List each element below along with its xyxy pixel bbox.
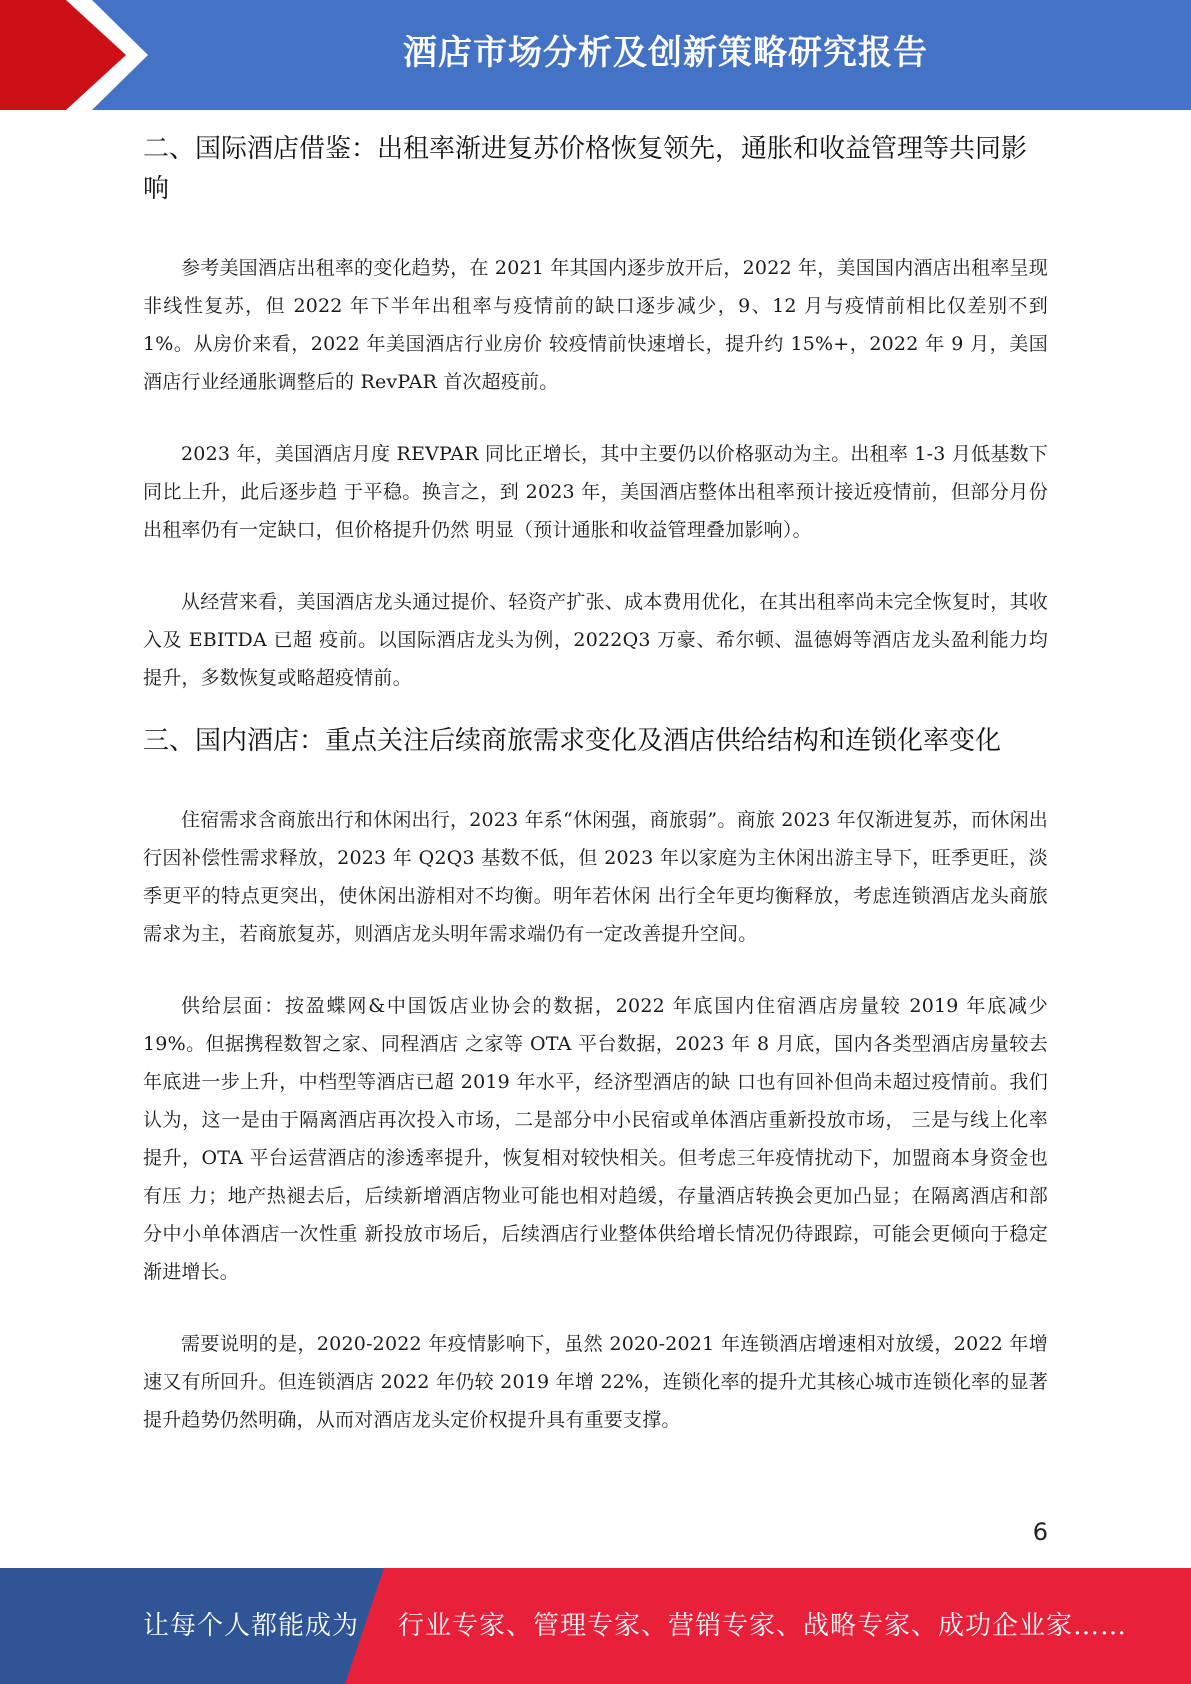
page-number: 6 — [1032, 1518, 1048, 1546]
paragraph: 参考美国酒店出租率的变化趋势，在 2021 年其国内逐步放开后，2022 年，美国国内酒店出租率呈现非线性复苏，但 2022 年下半年出租率与疫情前的缺口逐步减少，9、12 月与疫情前相比仅差别不到 1%。从房价来看，2022 年美国酒店行业房价 较疫情前快速增长，提升约 15%+，2022 年 9 月，美国酒店行业经通胀调整后的 RevPAR 首次超疫前。 — [143, 257, 1048, 393]
footer-slogan-right: 行业专家、管理专家、营销专家、战略专家、成功企业家…… — [398, 1611, 1128, 1641]
paragraph: 2023 年，美国酒店月度 REVPAR 同比正增长，其中主要仍以价格驱动为主。出租率 1-3 月低基数下同比上升，此后逐步趋 于平稳。换言之，到 2023 年，美国酒店整体出租率预计接近疫情前，但部分月份出租率仍有一定缺口，但价格提升仍然 明显（预计通胀和收益管理叠加影响）。 — [143, 443, 1048, 541]
report-title: 酒店市场分析及创新策略研究报告 — [403, 33, 928, 73]
paragraph: 需要说明的是，2020-2022 年疫情影响下，虽然 2020-2021 年连锁酒店增速相对放缓，2022 年增速又有所回升。但连锁酒店 2022 年仍较 2019 年增 22%，连锁化率的提升尤其核心城市连锁化率的显著提升趋势仍然明确，从而对酒店龙头定价权提升具有重要支撑。 — [143, 1333, 1048, 1431]
section-heading-domestic: 三、国内酒店：重点关注后续商旅需求变化及酒店供给结构和连锁化率变化 — [143, 726, 1002, 756]
paragraph: 从经营来看，美国酒店龙头通过提价、轻资产扩张、成本费用优化，在其出租率尚未完全恢复时，其收入及 EBITDA 已超 疫前。以国际酒店龙头为例，2022Q3 万豪、希尔顿、温德姆等酒店龙头盈利能力均提升，多数恢复或略超疫情前。 — [143, 591, 1048, 689]
paragraph: 住宿需求含商旅出行和休闲出行，2023 年系“休闲强，商旅弱”。商旅 2023 年仅渐进复苏，而休闲出行因补偿性需求释放，2023 年 Q2Q3 基数不低，但 2023 年以家庭为主休闲出游主导下，旺季更旺，淡季更平的特点更突出，使休闲出游相对不均衡。明年若休闲 出行全年更均衡释放，考虑连锁酒店龙头商旅需求为主，若商旅复苏，则酒店龙头明年需求端仍有一定改善提升空间。 — [143, 809, 1048, 945]
page-footer — [0, 1568, 1191, 1684]
report-body — [143, 125, 1048, 1439]
paragraph: 供给层面：按盈蝶网&中国饭店业协会的数据，2022 年底国内住宿酒店房量较 2019 年底减少 19%。但据携程数智之家、同程酒店 之家等 OTA 平台数据，2023 年 8 月底，国内各类型酒店房量较去年底进一步上升，中档型等酒店已超 2019 年水平，经济型酒店的缺 口也有回补但尚未超过疫情前。我们认为，这一是由于隔离酒店再次投入市场，二是部分中小民宿或单体酒店重新投放市场， 三是与线上化率提升，OTA 平台运营酒店的渗透率提升，恢复相对较快相关。但考虑三年疫情扰动下，加盟商本身资金也有压 力；地产热褪去后，后续新增酒店物业可能也相对趋缓，存量酒店转换会更加凸显；在隔离酒店和部分中小单体酒店一次性重 新投放市场后，后续酒店行业整体供给增长情况仍待跟踪，可能会更倾向于稳定渐进增长。 — [143, 995, 1048, 1283]
section-heading-international: 二、国际酒店借鉴：出租率渐进复苏价格恢复领先，通胀和收益管理等共同影响 — [143, 134, 1028, 204]
header-chevron-decoration — [0, 0, 160, 110]
footer-slogan-left: 让每个人都能成为 — [143, 1611, 360, 1641]
page-header — [0, 0, 1191, 110]
